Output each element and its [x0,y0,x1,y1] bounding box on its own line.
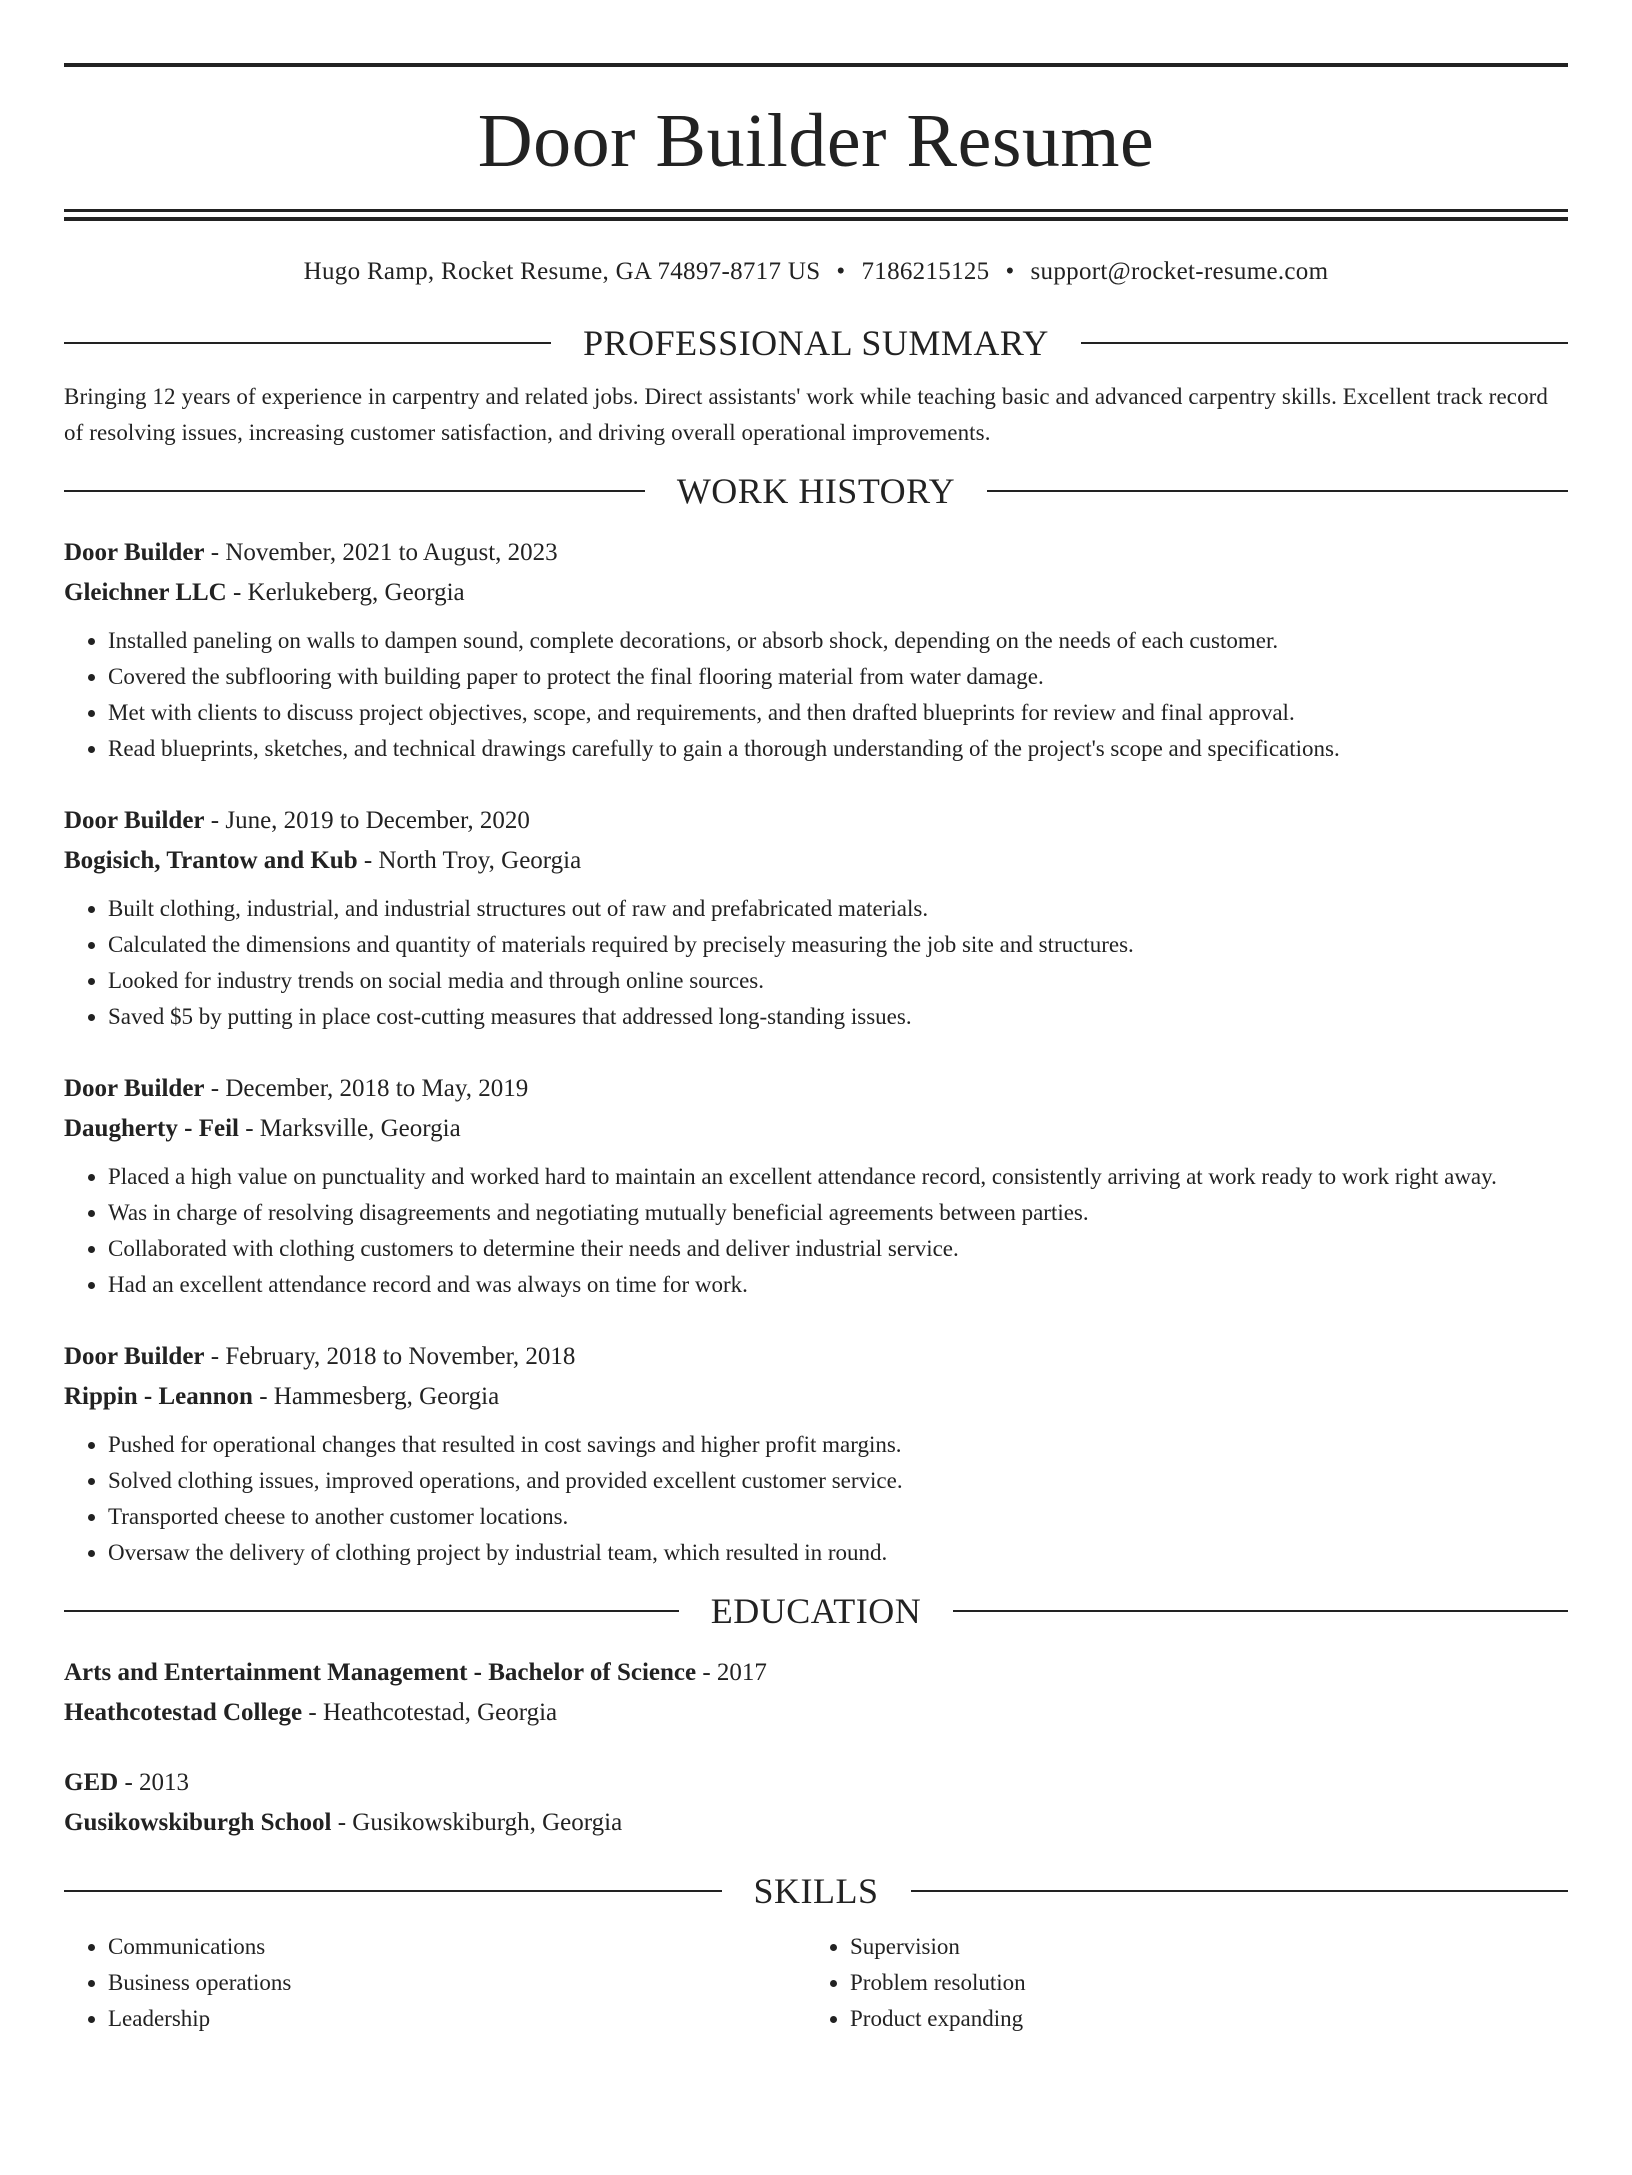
degree: Arts and Entertainment Management - Bachelor of Science [64,1659,697,1686]
contact-separator: • [1005,258,1015,285]
section-heading-work-history [64,469,1568,513]
section-heading-summary [64,321,1568,365]
job-location: - Kerlukeberg, Georgia [226,579,465,606]
skill-item: • Communications [108,1929,806,1965]
job-company: Gleichner LLC [64,579,227,606]
divider-line [911,1890,1569,1892]
school-location: - Heathcotestad, Georgia [302,1699,558,1726]
job-entry [64,801,1568,1035]
job-entry [64,1069,1568,1303]
job-location: - Hammesberg, Georgia [252,1383,500,1410]
top-rule [64,63,1568,67]
job-title: Door Builder [64,539,205,566]
divider-line [1081,342,1568,344]
school: Heathcotestad College [64,1699,303,1726]
education-entry [64,1653,1568,1733]
contact-separator: • [836,258,846,285]
job-bullet: • Transported cheese to another customer locations. [108,1499,1568,1535]
job-company-line [64,1377,1568,1417]
job-title-line [64,533,1568,573]
job-dates: - November, 2021 to August, 2023 [204,539,558,566]
section-heading-skills [64,1869,1568,1913]
job-title: Door Builder [64,1343,205,1370]
job-company: Bogisich, Trantow and Kub [64,847,358,874]
degree-line [64,1653,1568,1693]
divider-line [64,1890,722,1892]
skill-item: • Problem resolution [850,1965,1548,2001]
title-double-rule [64,209,1568,221]
job-bullet: • Installed paneling on walls to dampen sound, complete decorations, or absorb shock, depending on the needs of each customer. [108,623,1568,659]
job-company-line [64,841,1568,881]
skill-item: • Business operations [108,1965,806,2001]
divider-line [64,1610,679,1612]
job-entry [64,1337,1568,1571]
resume-page [0,63,1632,2175]
degree-line [64,1763,1568,1803]
divider-line [64,342,551,344]
job-bullet: • Placed a high value on punctuality and worked hard to maintain an excellent attendance record, consistently arriving at work ready to work right away. [108,1159,1568,1195]
job-bullet: • Pushed for operational changes that resulted in cost savings and higher profit margins. [108,1427,1568,1463]
school: Gusikowskiburgh School [64,1809,332,1836]
job-bullet: • Met with clients to discuss project objectives, scope, and requirements, and then drafted blueprints for review and final approval. [108,695,1568,731]
job-bullet: • Saved $5 by putting in place cost-cutting measures that addressed long-standing issues. [108,999,1568,1035]
degree-year: - 2017 [696,1659,767,1686]
job-title-line [64,801,1568,841]
summary-text: Bringing 12 years of experience in carpentry and related jobs. Direct assistants' work while teaching basic and advanced carpentry skills. Excellent track record of resolving issues, increasing customer satisfaction, and driving overall operational improvements. [64,384,1549,445]
job-company: Rippin - Leannon [64,1383,253,1410]
degree: GED [64,1769,119,1796]
job-entry [64,533,1568,767]
skills-list [64,1929,1568,2037]
section-title: SKILLS [753,1871,879,1911]
contact-address: Hugo Ramp, Rocket Resume, GA 74897-8717 US [303,258,821,285]
job-title-line [64,1069,1568,1109]
job-company-line [64,573,1568,613]
contact-phone: 7186215125 [861,258,990,285]
job-company-line [64,1109,1568,1149]
skill-item: • Product expanding [850,2001,1548,2037]
school-location: - Gusikowskiburgh, Georgia [331,1809,623,1836]
job-location: - Marksville, Georgia [238,1115,461,1142]
job-bullet: • Covered the subflooring with building paper to protect the final flooring material from water damage. [108,659,1568,695]
job-dates: - February, 2018 to November, 2018 [204,1343,576,1370]
skills-column-right [806,1929,1548,2037]
job-dates: - June, 2019 to December, 2020 [204,807,530,834]
section-title: PROFESSIONAL SUMMARY [583,323,1049,363]
job-bullets [64,891,1568,1035]
skills-column-left [64,1929,806,2037]
job-bullet: • Had an excellent attendance record and was always on time for work. [108,1267,1568,1303]
divider-line [953,1610,1568,1612]
contact-email[interactable]: support@rocket-resume.com [1030,258,1329,285]
education-entry [64,1763,1568,1843]
job-bullet: • Calculated the dimensions and quantity of materials required by precisely measuring the job site and structures. [108,927,1568,963]
job-bullet: • Collaborated with clothing customers to determine their needs and deliver industrial service. [108,1231,1568,1267]
job-title: Door Builder [64,807,205,834]
section-title: WORK HISTORY [676,471,956,511]
skill-item: • Leadership [108,2001,806,2037]
job-bullet: • Read blueprints, sketches, and technical drawings carefully to gain a thorough understanding of the project's scope and specifications. [108,731,1568,767]
school-line [64,1693,1568,1733]
job-title: Door Builder [64,1075,205,1102]
resume-title: Door Builder Resume [477,99,1155,183]
job-title-line [64,1337,1568,1377]
school-line [64,1803,1568,1843]
job-bullet: • Oversaw the delivery of clothing project by industrial team, which resulted in round. [108,1535,1568,1571]
job-bullets [64,1159,1568,1303]
job-bullet: • Solved clothing issues, improved operations, and provided excellent customer service. [108,1463,1568,1499]
job-bullets [64,623,1568,767]
contact-line [64,257,1568,287]
job-dates: - December, 2018 to May, 2019 [204,1075,529,1102]
job-bullets [64,1427,1568,1571]
section-heading-education [64,1589,1568,1633]
section-title: EDUCATION [710,1591,922,1631]
job-bullet: • Was in charge of resolving disagreements and negotiating mutually beneficial agreements between parties. [108,1195,1568,1231]
divider-line [987,490,1568,492]
job-bullet: • Built clothing, industrial, and industrial structures out of raw and prefabricated materials. [108,891,1568,927]
skill-item: • Supervision [850,1929,1548,1965]
degree-year: - 2013 [118,1769,190,1796]
job-company: Daugherty - Feil [64,1115,239,1142]
job-bullet: • Looked for industry trends on social media and through online sources. [108,963,1568,999]
job-location: - North Troy, Georgia [357,847,582,874]
divider-line [64,490,645,492]
